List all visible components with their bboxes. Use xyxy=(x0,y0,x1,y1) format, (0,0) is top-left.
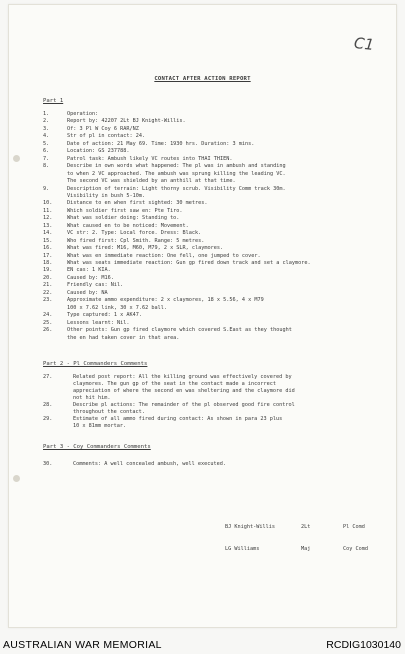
item-number: 8. xyxy=(43,163,50,170)
punch-hole xyxy=(13,475,20,482)
item-text: Other points: Gun gp fired claymore which covered S.East as they thought xyxy=(67,327,292,334)
item-number: 4. xyxy=(43,133,50,140)
item-text: 10 x 81mm mortar. xyxy=(73,423,127,429)
item-text: appreciation of where the second en was sheltering and the claymore did xyxy=(73,388,295,394)
handwritten-page-mark: C1 xyxy=(353,34,375,54)
part2-heading: Part 2 - Pl Commanders Comments xyxy=(43,361,148,367)
item-number: 30. xyxy=(43,461,53,467)
item-text: Date of action: 21 May 69. Time: 1930 hrs. Duration: 3 mins. xyxy=(67,140,255,147)
item-text: Location: GS 237788. xyxy=(67,148,130,155)
signature-role: Pl Comd xyxy=(343,524,365,530)
footer-reference: RCDIG1030140 xyxy=(326,639,401,651)
item-number: 2. xyxy=(43,118,50,125)
item-text: claymores. The gun gp of the seat in the contact made a incorrect xyxy=(73,381,277,387)
item-text: Visibility in bush 5-10m. xyxy=(67,192,146,199)
report-title: CONTACT AFTER ACTION REPORT xyxy=(154,76,251,82)
item-text: What was fired: M16, M60, M79, 2 x SLR, claymores. xyxy=(67,245,224,252)
part3-heading: Part 3 - Coy Commanders Comments xyxy=(43,444,151,450)
document-page xyxy=(8,4,397,628)
item-text: The second VC was shielded by an anthill at that time. xyxy=(67,178,236,185)
item-text: Description of terrain: Light thorny scrub. Visibility Comm track 30m. xyxy=(67,185,286,192)
item-number: 28. xyxy=(43,402,53,408)
item-number: 1. xyxy=(43,111,50,117)
item-number: 18. xyxy=(43,260,53,266)
item-number: 3. xyxy=(43,125,50,132)
item-text: Estimate of all ammo fired during contact: As shown in para 23 plus xyxy=(73,416,283,422)
item-text: Str of pl in contact: 24. xyxy=(67,133,146,140)
item-text: VC str: 2. Type: Local force. Dress: Black. xyxy=(67,230,202,237)
item-text: What was en immediate reaction: One fell, one jumped to cover. xyxy=(67,252,261,259)
item-text: Comments: A well concealed ambush, well executed. xyxy=(73,461,227,467)
item-number: 19. xyxy=(43,267,53,274)
item-text: Patrol task: Ambush likely VC routes into THAI THIEN. xyxy=(67,155,233,162)
item-text: throughout the contact. xyxy=(73,409,145,415)
item-number: 5. xyxy=(43,140,50,147)
item-number: 13. xyxy=(43,222,53,229)
item-text: EN cas: 1 KIA. xyxy=(67,267,111,274)
item-text: Of: 3 Pl W Coy 6 RAR/NZ xyxy=(67,125,139,132)
item-text: What caused en to be noticed: Movement. xyxy=(67,222,189,229)
signature-name: BJ Knight-Willis xyxy=(225,524,275,530)
item-text: Operation: xyxy=(67,111,99,117)
item-number: 15. xyxy=(43,237,53,244)
item-text: Related post report: All the killing ground was effectively covered by xyxy=(73,374,292,380)
item-text: Report by: 42207 2Lt BJ Knight-Willis. xyxy=(67,118,186,125)
item-number: 20. xyxy=(43,274,53,281)
item-number: 14. xyxy=(43,230,53,237)
item-number: 27. xyxy=(43,374,53,380)
item-text: Who fired first: Cpl Smith. Range: 5 metres. xyxy=(67,237,205,244)
item-text: What was seats immediate reaction: Gun gp fired down track and set a claymore. xyxy=(67,260,311,266)
item-text: Describe pl actions: The remainder of the pl observed good fire control xyxy=(73,402,295,408)
signature-role: Coy Comd xyxy=(343,546,368,552)
punch-hole xyxy=(13,155,20,162)
item-number: 16. xyxy=(43,245,53,252)
item-number: 23. xyxy=(43,297,53,304)
item-number: 11. xyxy=(43,207,53,214)
item-text: Describe in own words what happened: The pl was in ambush and standing xyxy=(67,163,286,170)
item-text: the en had taken cover in that area. xyxy=(67,334,180,341)
item-text: Which soldier first saw en: Pte Tiro. xyxy=(67,207,183,214)
item-text: Type captured: 1 x AK47. xyxy=(67,312,142,319)
archive-footer xyxy=(0,636,405,654)
item-text: not hit him. xyxy=(73,395,111,401)
item-text: Approximate ammo expenditure: 2 x claymores, 18 x 5.56, 4 x M79 xyxy=(67,297,264,304)
item-number: 25. xyxy=(43,319,53,326)
footer-source: AUSTRALIAN WAR MEMORIAL xyxy=(3,639,162,651)
item-text: Friendly cas: Nil. xyxy=(67,282,124,289)
item-number: 21. xyxy=(43,282,53,289)
item-text: Lessons learnt: Nil. xyxy=(67,319,130,326)
punch-holes xyxy=(13,5,21,627)
part1-heading: Part 1 xyxy=(43,98,64,104)
item-number: 29. xyxy=(43,416,53,422)
item-text: Caused by: M16. xyxy=(67,274,114,281)
item-number: 10. xyxy=(43,200,53,207)
item-text: 100 x 7.62 link, 30 x 7.62 ball. xyxy=(67,304,167,311)
signature-rank: Maj xyxy=(301,546,311,552)
item-number: 9. xyxy=(43,185,50,192)
signature-name: LG Williams xyxy=(225,546,260,552)
item-number: 22. xyxy=(43,289,53,296)
item-text: Caused by: NA xyxy=(67,289,108,296)
item-text: to when 2 VC approached. The ambush was sprung killing the leading VC. xyxy=(67,170,286,177)
item-number: 7. xyxy=(43,155,50,162)
item-number: 17. xyxy=(43,252,53,259)
signature-rank: 2Lt xyxy=(301,524,311,530)
item-number: 6. xyxy=(43,148,50,155)
item-number: 26. xyxy=(43,327,53,334)
item-text: Distance to en when first sighted: 30 metres. xyxy=(67,200,208,207)
item-number: 12. xyxy=(43,215,53,222)
item-number: 24. xyxy=(43,312,53,319)
item-text: What was soldier doing: Standing to. xyxy=(67,215,180,222)
